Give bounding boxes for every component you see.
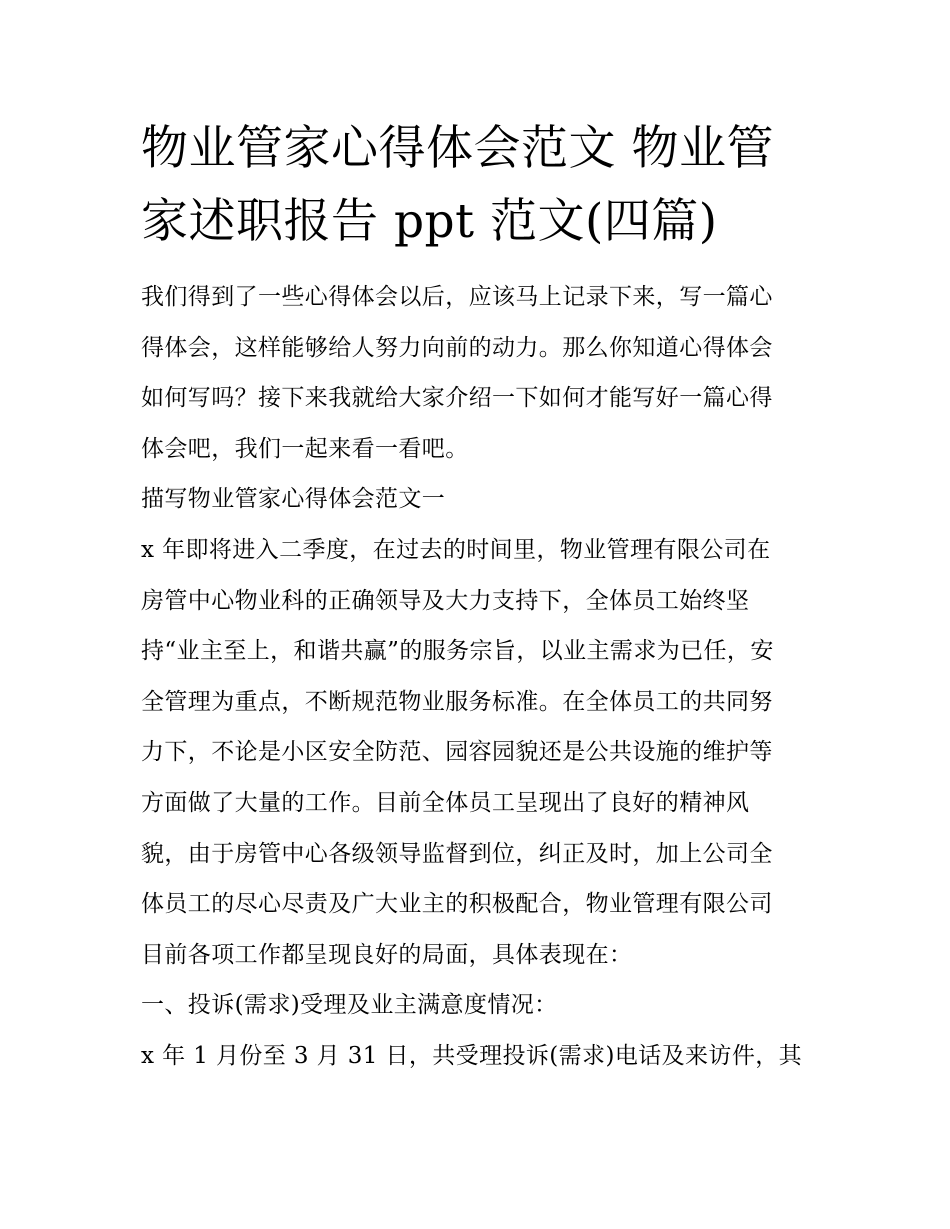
paragraph-line: 方面做了大量的工作。目前全体员工呈现出了良好的精神风 [141,789,750,816]
paragraph-line: 我们得到了一些心得体会以后，应该马上记录下来，写一篇心 [141,284,773,310]
body-paragraph [141,525,811,980]
document-content [141,112,811,1082]
paragraph-line: 房管中心物业科的正确领导及大力支持下，全体员工始终坚 [141,587,750,614]
paragraph-line: 体员工的尽心尽责及广大业主的积极配合，物业管理有限公司 [141,891,773,918]
section-heading [141,474,811,525]
paragraph-line: 体会吧，我们一起来看一看吧。 [141,435,469,462]
title-line-2: 家述职报告 ppt 范文(四篇) [141,194,718,249]
paragraph-line: x 年 1 月份至 3 月 31 日，共受理投诉(需求)电话及来访件，其 [141,1042,803,1069]
paragraph-line: x 年即将进入二季度，在过去的时间里，物业管理有限公司在 [141,536,771,563]
paragraph-line: 全管理为重点，不断规范物业服务标准。在全体员工的共同努 [141,688,773,715]
subsection-heading [141,980,811,1031]
paragraph-line: 得体会，这样能够给人努力向前的动力。那么你知道心得体会 [141,334,773,361]
intro-paragraph [141,272,811,474]
paragraph-line: 力下，不论是小区安全防范、园容园貌还是公共设施的维护等 [141,739,773,766]
paragraph-line: 持“业主至上，和谐共赢”的服务宗旨，以业主需求为已任，安 [141,638,774,665]
paragraph-line: 目前各项工作都呈现良好的局面，具体表现在： [141,941,633,968]
paragraph-line: 貌，由于房管中心各级领导监督到位，纠正及时，加上公司全 [141,840,773,867]
document-title [141,112,811,258]
subsection-heading-line: 一、投诉(需求)受理及业主满意度情况： [141,992,558,1019]
paragraph-line: 如何写吗？接下来我就给大家介绍一下如何才能写好一篇心得 [141,385,773,412]
title-line-1: 物业管家心得体会范文 物业管 [141,121,774,176]
body-paragraph [141,1031,811,1082]
section-heading-line: 描写物业管家心得体会范文一 [141,486,446,513]
